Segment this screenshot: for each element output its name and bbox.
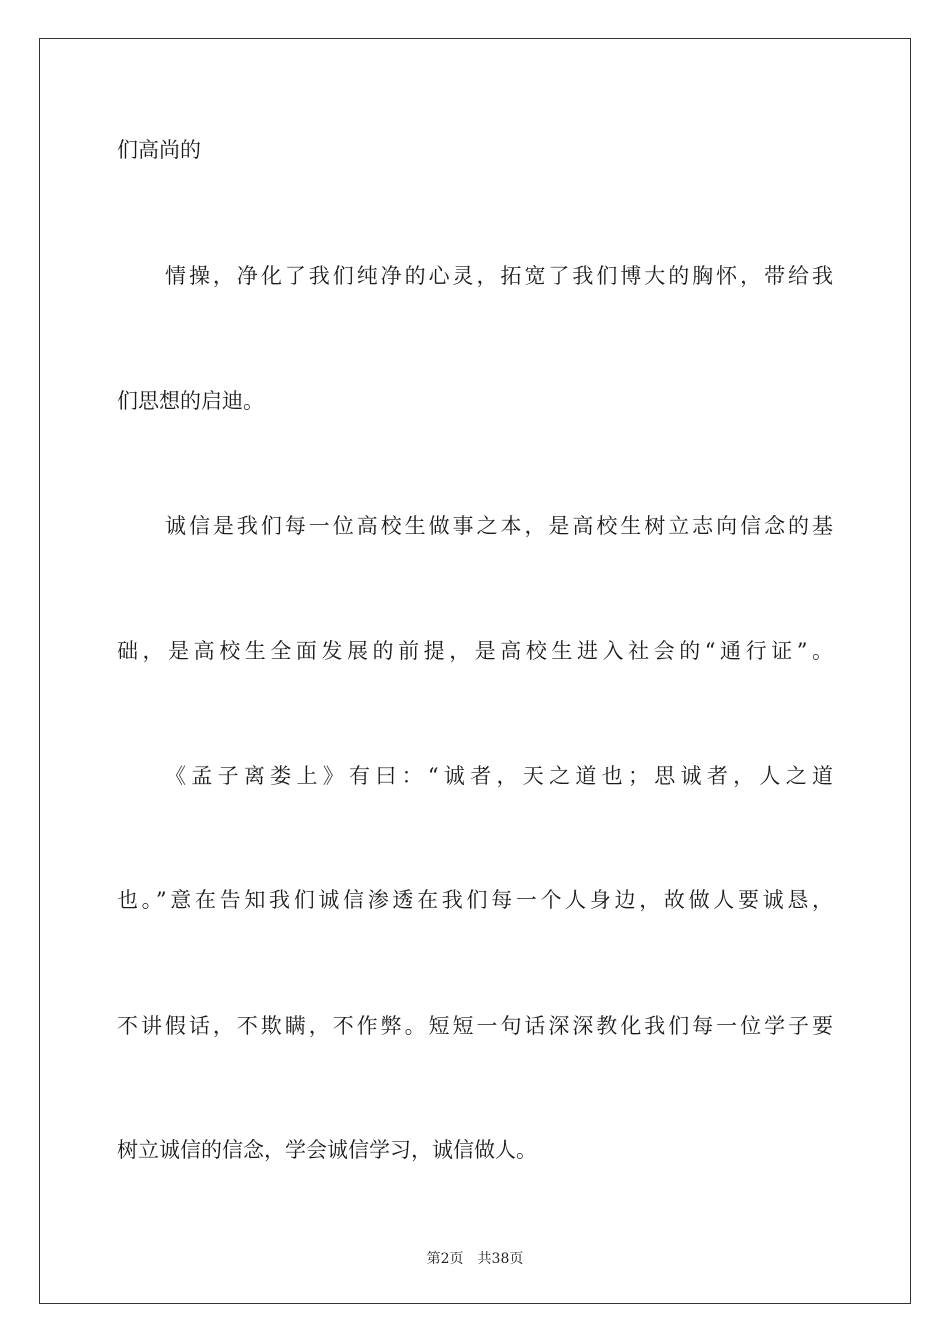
page-number: 第2页 [426,1251,464,1267]
page-border [39,38,911,1304]
text-line-9: 树立诚信的信念，学会诚信学习，诚信做人。 [117,1138,537,1162]
text-line-6: 《孟子离娄上》有曰：“诚者，天之道也；思诚者，人之道 [165,764,833,788]
text-line-3: 们思想的启迪。 [117,389,264,413]
text-line-4: 诚信是我们每一位高校生做事之本，是高校生树立志向信念的基 [165,514,833,538]
page-footer [0,1248,950,1268]
text-line-5: 础，是高校生全面发展的前提，是高校生进入社会的“通行证”。 [117,639,833,663]
page-total: 共38页 [477,1251,524,1267]
text-line-2: 情操，净化了我们纯净的心灵，拓宽了我们博大的胸怀，带给我 [165,264,833,288]
text-line-8: 不讲假话，不欺瞒，不作弊。短短一句话深深教化我们每一位学子要 [117,1014,833,1038]
text-line-1: 们高尚的 [117,138,201,162]
text-line-7: 也。”意在告知我们诚信渗透在我们每一个人身边，故做人要诚恳， [117,888,833,912]
